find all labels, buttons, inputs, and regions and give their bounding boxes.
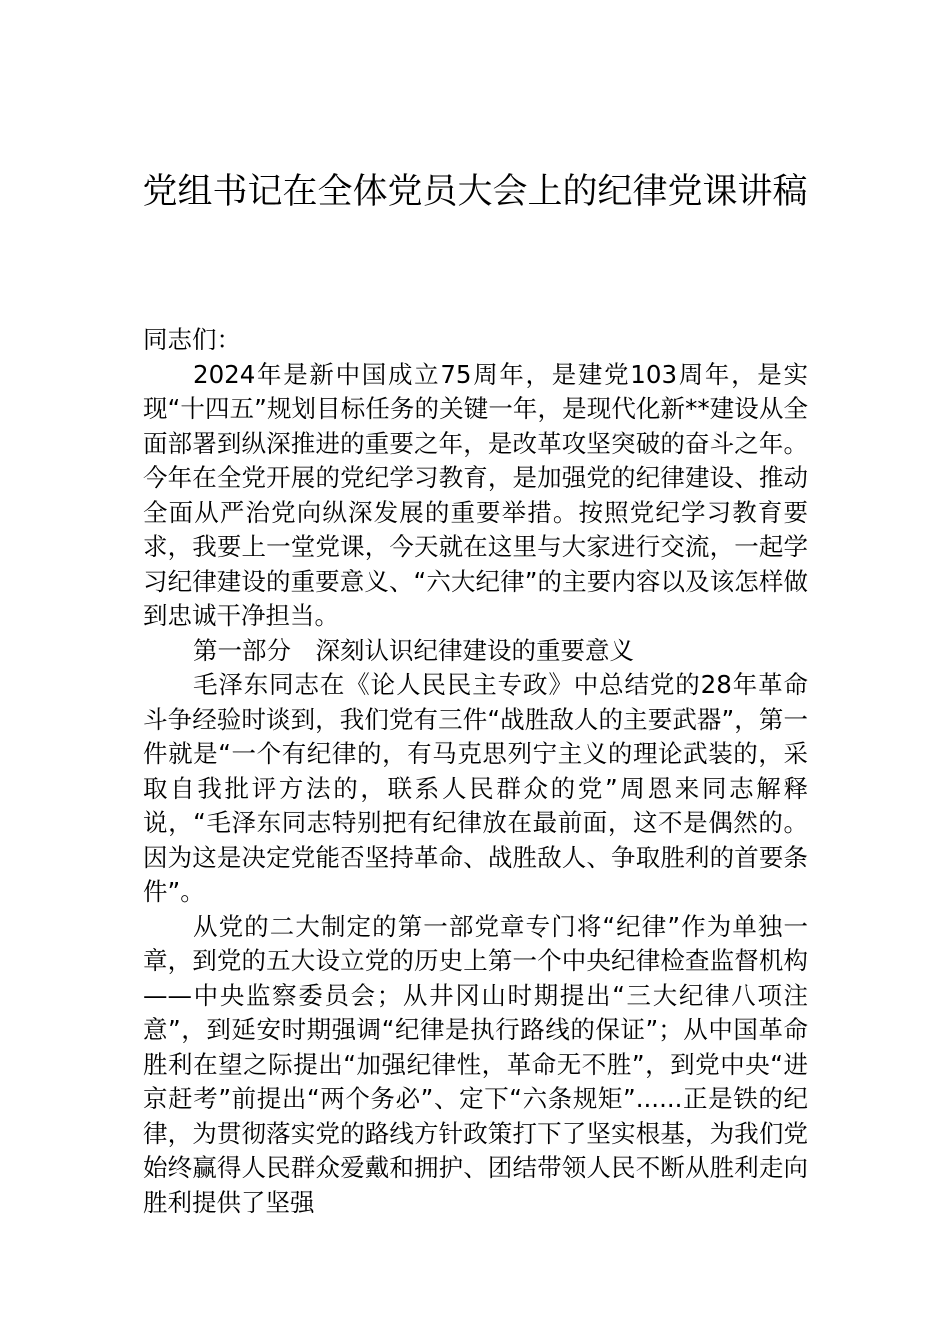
document-body (143, 323, 808, 1220)
section-paragraph-2: 从党的二大制定的第一部党章专门将“纪律”作为单独一章，到党的五大设立党的历史上第一个中央纪律检查监督机构——中央监察委员会；从井冈山时期提出“三大纪律八项注意”，到延安时期强调“纪律是执行路线的保证”；从中国革命胜利在望之际提出“加强纪律性，革命无不胜”，到党中央“进京赶考”前提出“两个务必”、定下“六条规矩”......正是铁的纪律，为贯彻落实党的路线方针政策打下了坚实根基，为我们党始终赢得人民群众爱戴和拥护、团结带领人民不断从胜利走向胜利提供了坚强 (143, 911, 808, 1217)
section-heading: 第一部分 深刻认识纪律建设的重要意义 (193, 635, 634, 665)
salutation: 同志们： (143, 325, 241, 354)
section-paragraph-1: 毛泽东同志在《论人民民主专政》中总结党的28年革命斗争经验时谈到，我们党有三件“战胜敌人的主要武器”，第一件就是“一个有纪律的，有马克思列宁主义的理论武装的，采取自我批评方法的，联系人民群众的党”周恩来同志解释说，“毛泽东同志特别把有纪律放在最前面，这不是偶然的。因为这是决定党能否坚持革命、战胜敌人、争取胜利的首要条件”。 (143, 670, 808, 906)
document-title: 党组书记在全体党员大会上的纪律党课讲稿 (142, 172, 808, 212)
intro-paragraph: 2024年是新中国成立75周年，是建党103周年，是实现“十四五”规划目标任务的关键一年，是现代化新**建设从全面部署到纵深推进的重要之年，是改革攻坚突破的奋斗之年。今年在全党开展的党纪学习教育，是加强党的纪律建设、推动全面从严治党向纵深发展的重要举措。按照党纪学习教育要求，我要上一堂党课，今天就在这里与大家进行交流，一起学习纪律建设的重要意义、“六大纪律”的主要内容以及该怎样做到忠诚干净担当。 (143, 359, 808, 630)
